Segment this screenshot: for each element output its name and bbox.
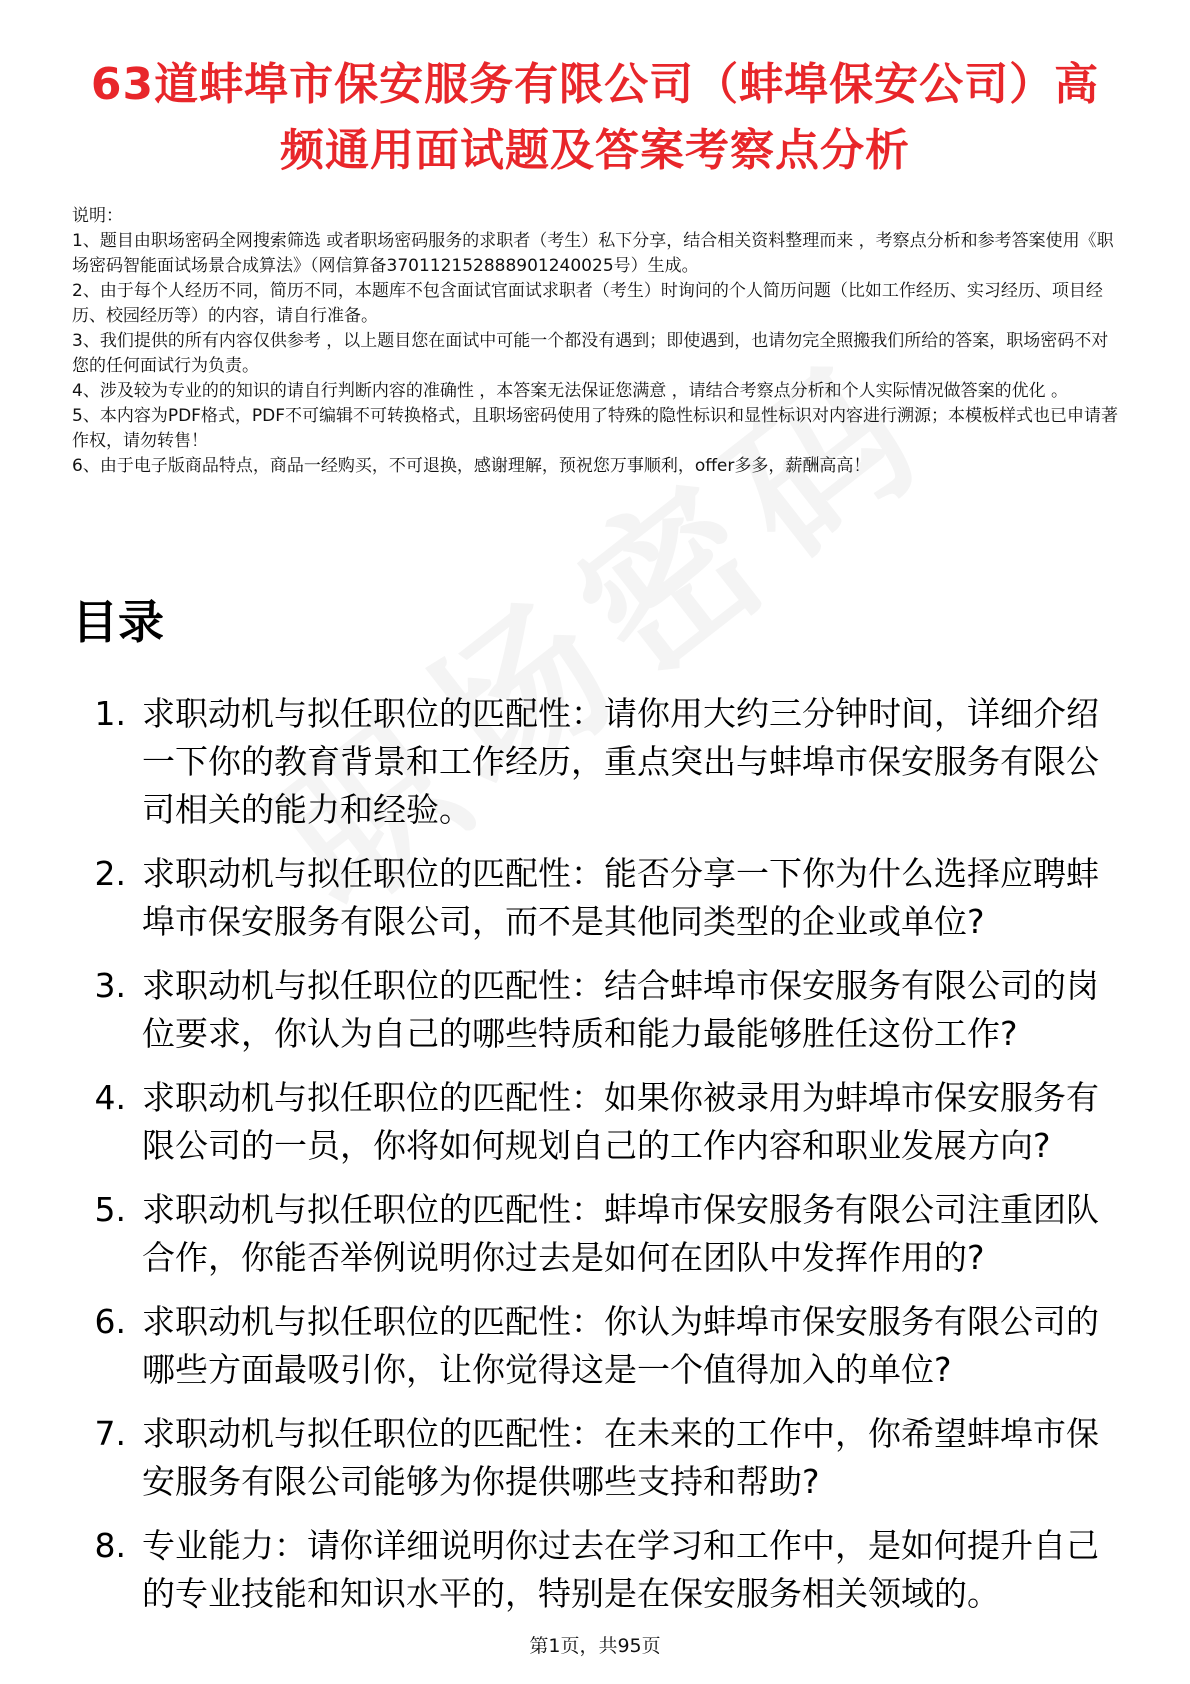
toc-item-number: 5. xyxy=(94,1190,126,1229)
table-of-contents xyxy=(72,690,1122,1634)
note-item: 5、本内容为PDF格式，PDF不可编辑不可转换格式，且职场密码使用了特殊的隐性标识和显性标识对内容进行溯源；本模板样式也已申请著作权，请勿转售！ xyxy=(72,406,1119,451)
note-item: 2、由于每个人经历不同，简历不同，本题库不包含面试官面试求职者（考生）时询问的个人简历问题（比如工作经历、实习经历、项目经历、校园经历等）的内容，请自行准备。 xyxy=(72,281,1103,326)
toc-item-text: 求职动机与拟任职位的匹配性：你认为蚌埠市保安服务有限公司的哪些方面最吸引你，让你觉得这是一个值得加入的单位? xyxy=(142,1302,1099,1389)
note-item: 6、由于电子版商品特点，商品一经购买，不可退换，感谢理解，预祝您万事顺利，offer多多，薪酬高高！ xyxy=(72,456,871,476)
document-title: 63道蚌埠市保安服务有限公司（蚌埠保安公司）高频通用面试题及答案考察点分析 xyxy=(90,59,1100,176)
toc-item-number: 7. xyxy=(94,1414,126,1453)
toc-item[interactable] xyxy=(72,690,1122,834)
toc-item-text: 专业能力：请你详细说明你过去在学习和工作中，是如何提升自己的专业技能和知识水平的，特别是在保安服务相关领域的。 xyxy=(142,1526,1099,1613)
toc-item-number: 4. xyxy=(94,1078,126,1117)
toc-item-text: 求职动机与拟任职位的匹配性：蚌埠市保安服务有限公司注重团队合作，你能否举例说明你过去是如何在团队中发挥作用的? xyxy=(142,1190,1099,1277)
toc-item-number: 2. xyxy=(94,854,126,893)
toc-item-text: 求职动机与拟任职位的匹配性：在未来的工作中，你希望蚌埠市保安服务有限公司能够为你提供哪些支持和帮助? xyxy=(142,1414,1099,1501)
toc-item-number: 1. xyxy=(94,694,126,733)
toc-heading: 目录 xyxy=(72,595,164,649)
toc-item[interactable] xyxy=(72,962,1122,1058)
toc-item-number: 3. xyxy=(94,966,126,1005)
toc-item-text: 求职动机与拟任职位的匹配性：请你用大约三分钟时间，详细介绍一下你的教育背景和工作经历，重点突出与蚌埠市保安服务有限公司相关的能力和经验。 xyxy=(142,694,1099,829)
toc-item[interactable] xyxy=(72,850,1122,946)
toc-item-number: 8. xyxy=(94,1526,126,1565)
toc-item-text: 求职动机与拟任职位的匹配性：结合蚌埠市保安服务有限公司的岗位要求，你认为自己的哪些特质和能力最能够胜任这份工作? xyxy=(142,966,1099,1053)
notes-section xyxy=(72,204,1120,479)
note-item: 3、我们提供的所有内容仅供参考 ，以上题目您在面试中可能一个都没有遇到；即使遇到，也请勿完全照搬我们所给的答案，职场密码不对您的任何面试行为负责。 xyxy=(72,331,1109,376)
page-footer: 第1页，共95页 xyxy=(529,1635,661,1657)
notes-heading: 说明： xyxy=(72,206,123,226)
toc-item[interactable] xyxy=(72,1074,1122,1170)
note-item: 1、题目由职场密码全网搜索筛选 或者职场密码服务的求职者（考生）私下分享，结合相关资料整理而来 ，考察点分析和参考答案使用《职场密码智能面试场景合成算法》（网信算备370112152888901240025号）生成。 xyxy=(72,231,1114,276)
toc-item[interactable] xyxy=(72,1186,1122,1282)
toc-item-number: 6. xyxy=(94,1302,126,1341)
toc-item[interactable] xyxy=(72,1410,1122,1506)
toc-item[interactable] xyxy=(72,1522,1122,1618)
note-item: 4、涉及较为专业的的知识的请自行判断内容的准确性 ，本答案无法保证您满意 ，请结合考察点分析和个人实际情况做答案的优化 。 xyxy=(72,381,1069,401)
toc-item-text: 求职动机与拟任职位的匹配性：能否分享一下你为什么选择应聘蚌埠市保安服务有限公司，而不是其他同类型的企业或单位? xyxy=(142,854,1099,941)
toc-item[interactable] xyxy=(72,1298,1122,1394)
toc-item-text: 求职动机与拟任职位的匹配性：如果你被录用为蚌埠市保安服务有限公司的一员，你将如何规划自己的工作内容和职业发展方向? xyxy=(142,1078,1099,1165)
